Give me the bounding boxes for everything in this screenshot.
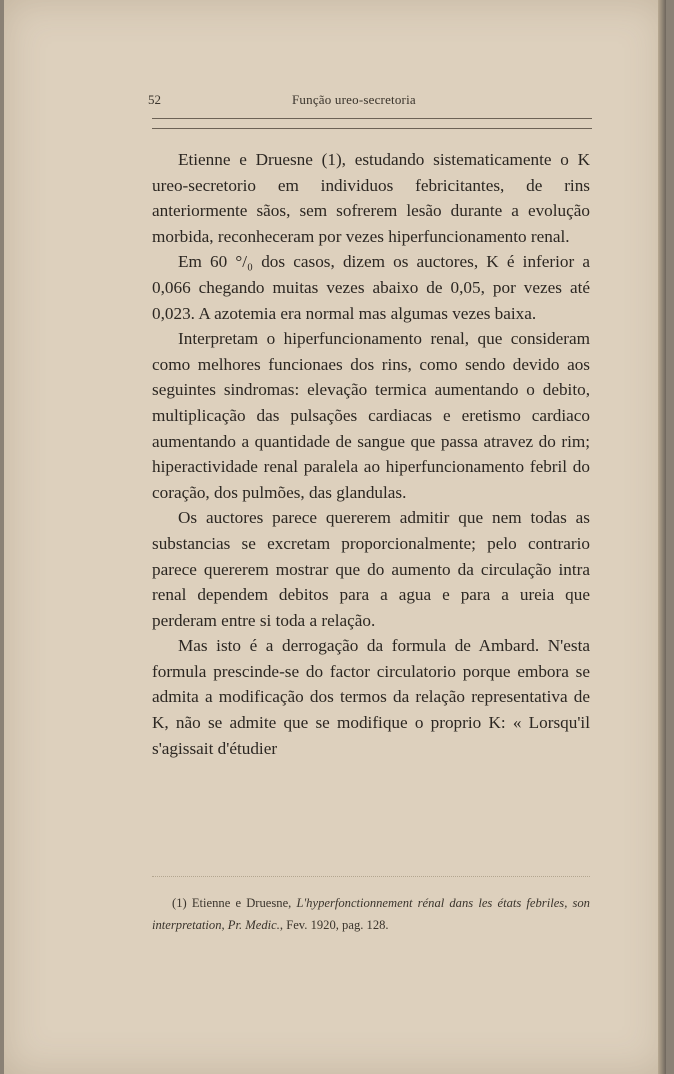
footnote-citation: , Fev. 1920, pag. 128.: [279, 918, 389, 932]
footnote-title: L'hyperfonctionnement rénal dans les états febriles, son interpretation, Pr. Medic.: [152, 896, 590, 932]
paragraph: Etienne e Druesne (1), estudando sistematicamente o K ureo-secretorio em individuos febricitantes, de rins anteriormente sãos, sem sofrerem lesão durante a evolução morbida, reconheceram por vezes hiperfuncionamento renal.: [152, 150, 590, 246]
book-page: [4, 0, 666, 1074]
footnote-divider: [152, 876, 590, 877]
paragraph: Em 60 °/₀ dos casos, dizem os auctores, K é inferior a 0,066 chegando muitas vezes abaixo de 0,05, por vezes até 0,023. A azotemia era normal mas algumas vezes baixa.: [152, 252, 590, 323]
page-spine-shadow: [658, 0, 666, 1074]
page-number: 52: [148, 92, 161, 107]
running-title: Função ureo-secretoria: [292, 92, 416, 107]
header-rule-top: [152, 118, 592, 119]
header-rule-bottom: [152, 128, 592, 129]
body-text: [152, 147, 590, 761]
paragraph: Os auctores parece quererem admitir que nem todas as substancias se excretam proporcionalmente; pelo contrario parece quererem mostrar que do aumento da circulação intra renal dependem debitos para a agua e para a ureia que perderam entre si toda a relação.: [152, 508, 590, 630]
footnote-marker: (1): [172, 896, 187, 910]
page-header: [148, 92, 588, 112]
footnote: [152, 892, 590, 936]
footnote-authors: Etienne e Druesne,: [191, 896, 292, 910]
paragraph: Interpretam o hiperfuncionamento renal, que consideram como melhores funcionaes dos rins, como sendo devido aos seguintes sindromas: elevação termica aumentando o debito, multiplicação das pulsações cardiacas e eretismo cardiaco aumentando a quantidade de sangue que passa atravez do rim; hiperactividade renal paralela ao hiperfuncionamento febril do coração, dos pulmões, das glandulas.: [152, 329, 590, 502]
paragraph: Mas isto é a derrogação da formula de Ambard. N'esta formula prescinde-se do factor circulatorio porque embora se admita a modificação dos termos da relação representativa de K, não se admite que se modifique o proprio K: « Lorsqu'il s'agissait d'étudier: [152, 636, 590, 758]
